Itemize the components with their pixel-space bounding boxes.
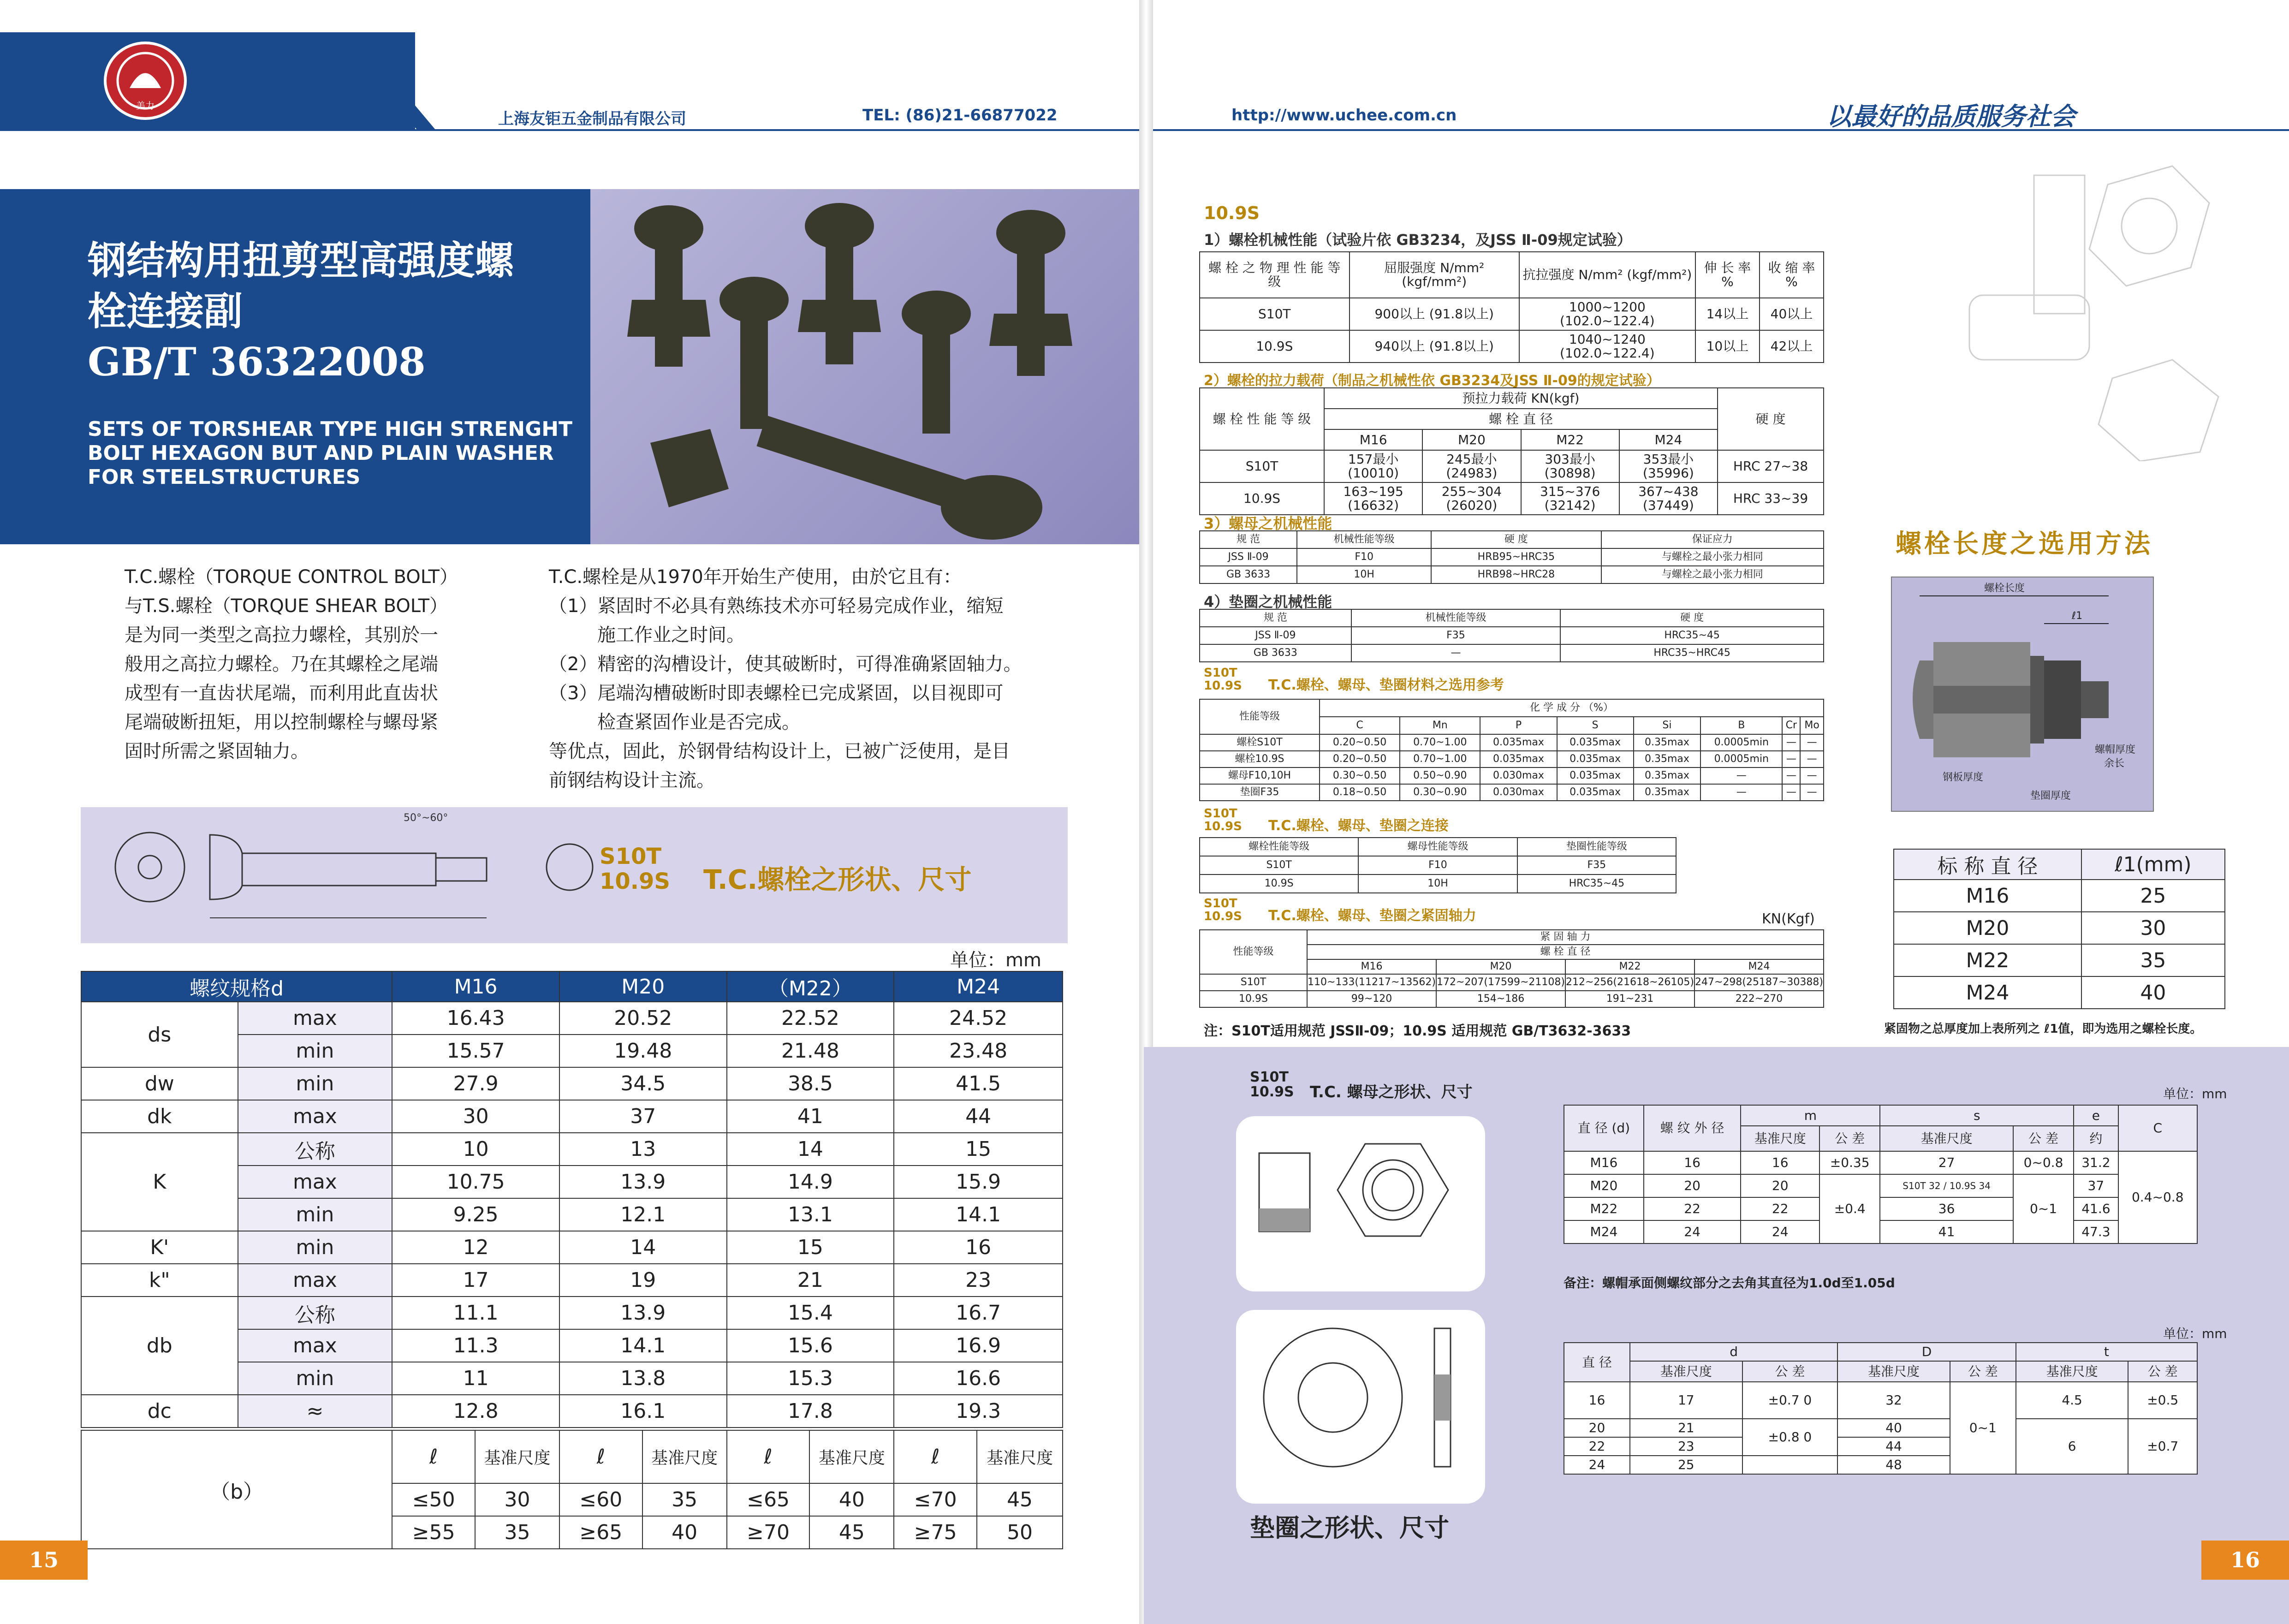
website-url: http://www.uchee.com.cn bbox=[1231, 106, 1457, 125]
table-row: 垫圈F35 0.18~0.50 0.30~0.90 0.030max 0.035max 0.35max — — — bbox=[1200, 784, 1824, 801]
bolt-length-diagram bbox=[1891, 577, 2154, 812]
section-6-title: T.C.螺栓、螺母、垫圈之连接 bbox=[1268, 818, 1449, 834]
nut-mechanical-table: 规 范 机械性能等级 硬 度 保证应力 JSS Ⅱ-09 F10 HRB95~HRC35 与螺栓之最小张力相同 GB 3633 10H HRB98~HRC28 与螺栓之最小张力相同 bbox=[1199, 530, 1824, 584]
washer-title: 垫圈之形状、尺寸 bbox=[1250, 1513, 1449, 1542]
th-m22: （M22） bbox=[727, 971, 894, 1002]
table-row: 10.9S 99~120 154~186 191~231 222~270 bbox=[1200, 991, 1824, 1007]
page-title: 钢结构用扭剪型高强度螺 栓连接副 GB/T 36322008 bbox=[88, 238, 514, 385]
section-7-title: T.C.螺栓、螺母、垫圈之紧固轴力 bbox=[1268, 908, 1476, 924]
table-row: M20 20 20 ±0.4 S10T 32 / 10.9S 34 0~1 37 bbox=[1564, 1174, 2197, 1197]
table-row: GB 3633 10H HRB98~HRC28 与螺栓之最小张力相同 bbox=[1200, 566, 1824, 583]
table-row: 24 25 48 bbox=[1564, 1456, 2197, 1474]
table-row: 螺栓S10T 0.20~0.50 0.70~1.00 0.035max 0.035max 0.35max 0.0005min — — bbox=[1200, 734, 1824, 751]
nut-drawing bbox=[1236, 1116, 1485, 1291]
grade-heading: 10.9S bbox=[1204, 203, 1260, 223]
label-remaining: 余长 bbox=[2104, 758, 2125, 769]
clamping-force-table: 性能等级 紧 固 轴 力 螺 栓 直 径 M16 M20 M22 M24 S10T 110~133(11217~13562) 172~207(17599~21108) 212~256(21618~26105) 247~298(25187~30388) 10.9S 99~120 154~186 191~231 222~270 bbox=[1199, 929, 1824, 1008]
washer-drawing bbox=[1236, 1310, 1485, 1504]
section-5-grade: S10T 10.9S bbox=[1204, 666, 1242, 693]
table-row: K 公称 10 13 14 15 bbox=[81, 1133, 1063, 1166]
bolt-photo bbox=[590, 189, 1139, 544]
table-row: M16 25 bbox=[1894, 880, 2225, 912]
section-2-title: 2）螺栓的拉力载荷（制品之机械性依 GB3234及JSS Ⅱ-09的规定试验） bbox=[1204, 373, 1660, 389]
grade-label: S10T 10.9S bbox=[600, 844, 670, 894]
nut-grade: S10T 10.9S bbox=[1250, 1069, 1294, 1100]
table-row: M20 30 bbox=[1894, 912, 2225, 944]
table-row: dk max 30 37 41 44 bbox=[81, 1100, 1063, 1133]
selection-note: 紧固物之总厚度加上表所列之 ℓ1值，即为选用之螺栓长度。 bbox=[1884, 1022, 2202, 1036]
th-m24: M24 bbox=[894, 971, 1063, 1002]
table-row: M16 16 16 ±0.35 27 0~0.8 31.2 0.4~0.8 bbox=[1564, 1151, 2197, 1174]
bolt-load-table: 螺 栓 性 能 等 级 预拉力载荷 KN(kgf) 硬 度 螺 栓 直 径 M16 M20 M22 M24 S10T 157最小 (10010) 245最小 (24983) 303最小 (30898) 353最小 (35996) HRC 27~38 10.9S 163~195 (16632) 255~304 (26020) 315~376 (32142) 367~438 (37449) HRC 33~39 bbox=[1199, 387, 1824, 515]
th-m16: M16 bbox=[392, 971, 559, 1002]
table-row: S10T 900以上 (91.8以上) 1000~1200 (102.0~122.4) 14以上 40以上 bbox=[1200, 298, 1824, 330]
page-number-right: 16 bbox=[2201, 1541, 2289, 1580]
table-row: k" max 17 19 21 23 bbox=[81, 1264, 1063, 1297]
company-name: 上海友钜五金制品有限公司 bbox=[498, 110, 686, 128]
label-bolt-length: 螺栓长度 bbox=[1984, 583, 2025, 594]
header-rule-right bbox=[1153, 129, 2289, 131]
nut-dimension-table: 直 径 (d) 螺 纹 外 径 m s e C 基准尺度 公 差 基准尺度 公 差 约 M16 16 16 ±0.35 27 0~0.8 31.2 0.4~0.8 M20 20 20 ±0.4 S10T 32 / 10.9S 34 0~1 37 M22 22 22 36 41.6 M24 24 24 41 47.3 bbox=[1564, 1105, 2198, 1244]
section-7-grade: S10T 10.9S bbox=[1204, 897, 1242, 923]
slogan: 以最好的品质服务社会 bbox=[1826, 101, 2075, 131]
section-4-title: 4）垫圈之机械性能 bbox=[1204, 593, 1332, 611]
table-row: M22 35 bbox=[1894, 944, 2225, 976]
table-row: ≥55 35 ≥65 40 ≥70 45 ≥75 50 bbox=[81, 1516, 1063, 1549]
washer-dimension-table: 直 径 d D t 基准尺度 公 差 基准尺度 公 差 基准尺度 公 差 16 17 ±0.7 0 32 0~1 4.5 ±0.5 20 21 ±0.8 0 40 6 ±0.7 22 23 44 24 25 48 bbox=[1564, 1342, 2198, 1475]
section-5-title: T.C.螺栓、螺母、垫圈材料之选用参考 bbox=[1268, 677, 1504, 693]
table-row: S10T F10 F35 bbox=[1200, 856, 1676, 874]
table-row: M24 40 bbox=[1894, 976, 2225, 1009]
table-row: dw min 27.9 34.5 38.5 41.5 bbox=[81, 1067, 1063, 1100]
nut-title: T.C. 螺母之形状、尺寸 bbox=[1310, 1083, 1473, 1101]
intro-left: T.C.螺栓（TORQUE CONTROL BOLT） 与T.S.螺栓（TORQUE SHEAR BOLT） 是为同一类型之高拉力螺栓，其别於一 般用之高拉力螺栓。乃在其螺栓之尾端 成型有一直齿状尾端，而利用此直齿状 尾端破断扭矩，用以控制螺栓与螺母紧 固时所需之紧固轴力。 bbox=[125, 566, 458, 762]
table-row: min 15.57 19.48 21.48 23.48 bbox=[81, 1035, 1063, 1067]
b-label: （b） bbox=[81, 1430, 392, 1549]
diagram-title: T.C.螺栓之形状、尺寸 bbox=[703, 864, 972, 895]
english-title: SETS OF TORSHEAR TYPE HIGH STRENGHT BOLT HEXAGON BUT AND PLAIN WASHER FOR STEELSTRUCTURES bbox=[88, 417, 573, 489]
table-row: GB 3633 — HRC35~HRC45 bbox=[1200, 644, 1824, 662]
bolt-dimension-table bbox=[81, 971, 1063, 1428]
table-row: JSS Ⅱ-09 F35 HRC35~45 bbox=[1200, 627, 1824, 644]
washer-mechanical-table: 规 范 机械性能等级 硬 度 JSS Ⅱ-09 F35 HRC35~45 GB 3633 — HRC35~HRC45 bbox=[1199, 609, 1824, 662]
nut-note: 备注：螺帽承面侧螺纹部分之去角其直径为1.0d至1.05d bbox=[1564, 1275, 1895, 1291]
table-row: max 11.3 14.1 15.6 16.9 bbox=[81, 1329, 1063, 1362]
nut-unit: 单位：mm bbox=[2163, 1086, 2227, 1101]
th-m20: M20 bbox=[559, 971, 727, 1002]
table-row: S10T 110~133(11217~13562) 172~207(17599~21108) 212~256(21618~26105) 247~298(25187~30388) bbox=[1200, 974, 1824, 991]
nut-washer-panel bbox=[1144, 1047, 2289, 1624]
table-row: 10.9S 163~195 (16632) 255~304 (26020) 315~376 (32142) 367~438 (37449) HRC 33~39 bbox=[1200, 482, 1824, 515]
section-7-unit: KN(Kgf) bbox=[1762, 911, 1815, 927]
bolt-mechanical-table: 螺 栓 之 物 理 性 能 等 级 屈服强度 N/mm² (kgf/mm²) 抗拉强度 N/mm² (kgf/mm²) 伸 长 率 % 收 缩 率 % S10T 900以上 (91.8以上) 1000~1200 (102.0~122.4) 14以上 40以上 10.9S 940以上 (91.8以上) 1040~1240 (102.0~122.4) 10以上 42以上 bbox=[1199, 251, 1824, 363]
label-washer-thickness: 垫圈厚度 bbox=[2030, 790, 2071, 802]
unit-label: 单位：mm bbox=[950, 950, 1041, 971]
table-row: 10.9S 10H HRC35~45 bbox=[1200, 874, 1676, 893]
table-row: 螺栓10.9S 0.20~0.50 0.70~1.00 0.035max 0.035max 0.35max 0.0005min — — bbox=[1200, 751, 1824, 767]
spec-note: 注：S10T适用规范 JSSⅡ-09；10.9S 适用规范 GB/T3632-3633 bbox=[1204, 1023, 1631, 1039]
telephone: TEL: (86)21-66877022 bbox=[862, 106, 1058, 125]
selection-title: 螺栓长度之选用方法 bbox=[1896, 529, 2153, 559]
table-row: min 11 13.8 15.3 16.6 bbox=[81, 1362, 1063, 1395]
table-row: ≤50 30 ≤60 35 ≤65 40 ≤70 45 bbox=[81, 1483, 1063, 1516]
thread-angle: 50°~60° bbox=[404, 812, 448, 824]
decorative-bolt-sketch bbox=[1914, 138, 2246, 461]
label-plate-thickness: 钢板厚度 bbox=[1943, 772, 1984, 783]
bolt-drawing bbox=[81, 807, 634, 943]
table-row: M24 24 24 41 47.3 bbox=[1564, 1220, 2197, 1243]
section-6-grade: S10T 10.9S bbox=[1204, 807, 1242, 833]
table-row: min 9.25 12.1 13.1 14.1 bbox=[81, 1198, 1063, 1231]
table-row: 20 21 ±0.8 0 40 6 ±0.7 bbox=[1564, 1419, 2197, 1437]
label-l1: ℓ1 bbox=[2072, 610, 2083, 622]
header-rule bbox=[0, 129, 1139, 131]
section-3-title: 3）螺母之机械性能 bbox=[1204, 515, 1332, 532]
bolt-diagram-box bbox=[81, 807, 1068, 943]
table-row: 10.9S 940以上 (91.8以上) 1040~1240 (102.0~122.4) 10以上 42以上 bbox=[1200, 330, 1824, 363]
table-row: M22 22 22 36 41.6 bbox=[1564, 1197, 2197, 1220]
table-row: db 公称 11.1 13.9 15.4 16.7 bbox=[81, 1297, 1063, 1329]
table-row: max 10.75 13.9 14.9 15.9 bbox=[81, 1166, 1063, 1198]
th-thread: 螺纹规格d bbox=[81, 971, 392, 1002]
table-row: S10T 157最小 (10010) 245最小 (24983) 303最小 (30898) 353最小 (35996) HRC 27~38 bbox=[1200, 450, 1824, 482]
table-row: 16 17 ±0.7 0 32 0~1 4.5 ±0.5 bbox=[1564, 1382, 2197, 1419]
table-row: 螺母F10,10H 0.30~0.50 0.50~0.90 0.030max 0.035max 0.35max — — — bbox=[1200, 767, 1824, 784]
table-row: JSS Ⅱ-09 F10 HRB95~HRC35 与螺栓之最小张力相同 bbox=[1200, 548, 1824, 566]
label-nut-thickness: 螺帽厚度 bbox=[2095, 744, 2136, 755]
table-row: dc ≈ 12.8 16.1 17.8 19.3 bbox=[81, 1395, 1063, 1428]
section-1-title: 1）螺栓机械性能（试验片依 GB3234，及JSS Ⅱ-09规定试验） bbox=[1204, 231, 1632, 249]
combination-table: 螺栓性能等级 螺母性能等级 垫圈性能等级 S10T F10 F35 10.9S 10H HRC35~45 bbox=[1199, 837, 1677, 893]
table-row: K' min 12 14 15 16 bbox=[81, 1231, 1063, 1264]
washer-unit: 单位：mm bbox=[2163, 1326, 2227, 1341]
table-row: 22 23 44 bbox=[1564, 1437, 2197, 1456]
selection-table: 标 称 直 径 ℓ1(mm) M16 25 M20 30 M22 35 M24 40 bbox=[1893, 849, 2225, 1009]
company-logo bbox=[104, 42, 187, 120]
intro-right: T.C.螺栓是从1970年开始生产使用，由於它且有： （1）紧固时不必具有熟练技术亦可轻易完成作业，缩短 施工作业之时间。 （2）精密的沟槽设计，使其破断时，可得准确紧固轴力。 （3）尾端沟槽破断时即表螺栓已完成紧固，以目视即可 检查紧固作业是否完成。 等优点，固此，於钢骨结构设计上，已被广泛使用，是目 前钢结构设计主流。 bbox=[549, 566, 1022, 791]
table-row: ds max 16.43 20.52 22.52 24.52 bbox=[81, 1002, 1063, 1035]
thread-length-table: （b） ℓ 基准尺度 ℓ 基准尺度 ℓ 基准尺度 ℓ 基准尺度 ≤50 30 ≤60 35 ≤65 40 ≤70 45 ≥55 35 ≥65 40 ≥70 45 ≥75 50 bbox=[81, 1430, 1063, 1549]
material-chemistry-table: 性能等级 化 学 成 分 （%） C Mn P S Si B Cr Mo 螺栓S10T 0.20~0.50 0.70~1.00 0.035max 0.035max 0.35max 0.0005min — — 螺栓10.9S 0.20~0.50 0.70~1.00 0.035max 0.035max 0.35max 0.0005min — — 螺母F10,10H 0.30~0.50 0.50~0.90 0.030max 0.035max 0.35max — — — 垫圈F35 0.18~0.50 0.30~0.90 0.030max 0.035max 0.35max — — — bbox=[1199, 699, 1824, 801]
logo-text: 美力 bbox=[136, 100, 155, 111]
page-number-left: 15 bbox=[0, 1541, 88, 1580]
